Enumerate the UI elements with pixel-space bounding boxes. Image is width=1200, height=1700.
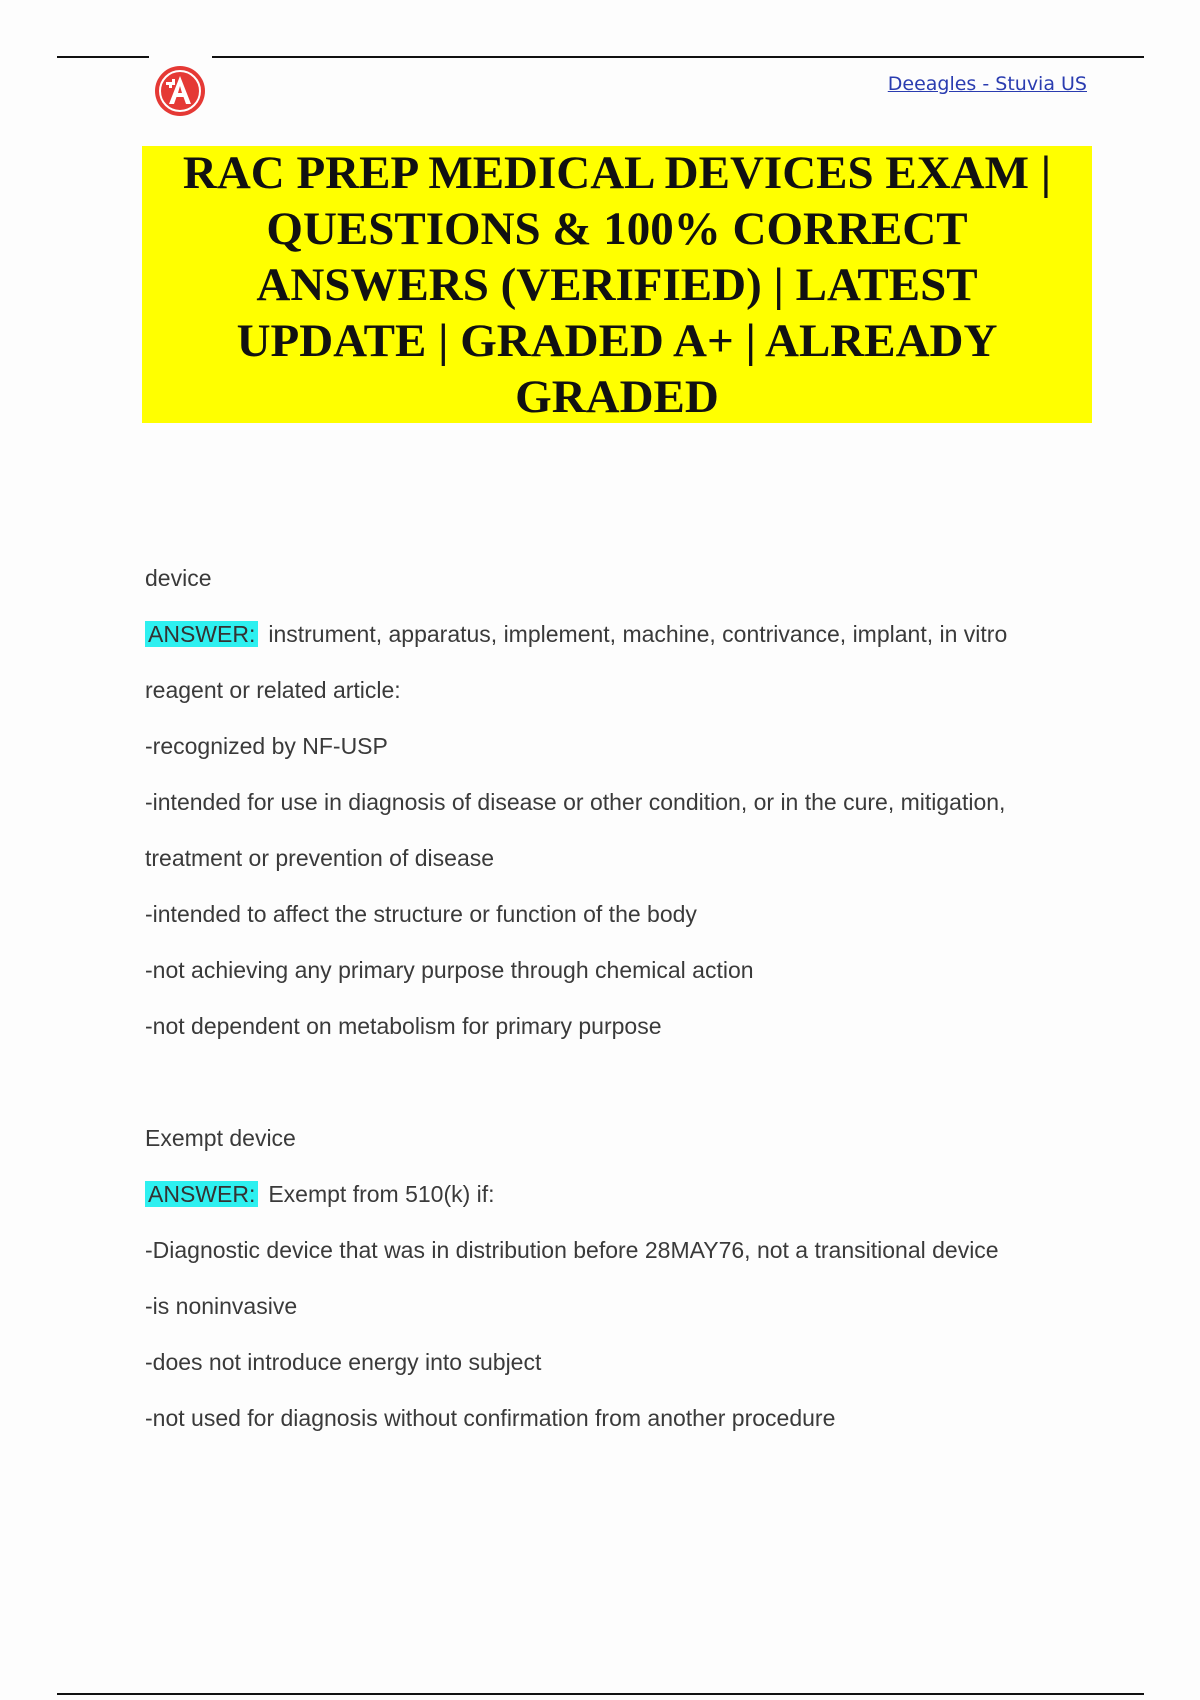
answer-line: -not achieving any primary purpose through chemical action [145,957,754,983]
footer-rule [57,1693,1144,1695]
answer-label: ANSWER: [145,621,258,647]
document-title: RAC PREP MEDICAL DEVICES EXAM | QUESTIONS & 100% CORRECT ANSWERS (VERIFIED) | LATEST UPDATE | GRADED A+ | ALREADY GRADED [182,146,1052,423]
answer-line: -recognized by NF-USP [145,733,388,759]
question-item [145,1118,1105,1454]
answer-line: -not used for diagnosis without confirmation from another procedure [145,1405,836,1431]
question-list [145,558,1105,1454]
answer-line: -does not introduce energy into subject [145,1349,542,1375]
header-rule-right [212,56,1144,58]
author-store-link[interactable]: Deeagles - Stuvia US [887,73,1087,95]
answer-line: -is noninvasive [145,1293,298,1319]
answer-line: -Diagnostic device that was in distribution before 28MAY76, not a transitional device [145,1237,999,1263]
answer-line: reagent or related article: [145,677,401,703]
header-rule-left [57,56,149,58]
red-circle-a-plus-logo-icon [153,64,207,118]
answer-first-line [145,614,1105,670]
answer-label: ANSWER: [145,1181,258,1207]
answer-text: instrument, apparatus, implement, machine, contrivance, implant, in vitro [268,621,1008,647]
answer-line: -intended for use in diagnosis of disease or other condition, or in the cure, mitigation, [145,789,1006,815]
answer-text: Exempt from 510(k) if: [268,1181,495,1207]
answer-line: treatment or prevention of disease [145,845,495,871]
answer-first-line [145,1174,1105,1230]
answer-line: -not dependent on metabolism for primary purpose [145,1013,662,1039]
title-highlight-box [142,146,1092,423]
answer-line: -intended to affect the structure or function of the body [145,901,697,927]
question-term: device [145,565,212,591]
question-item [145,558,1105,1062]
question-term: Exempt device [145,1125,296,1151]
question-spacer [145,1062,1105,1118]
